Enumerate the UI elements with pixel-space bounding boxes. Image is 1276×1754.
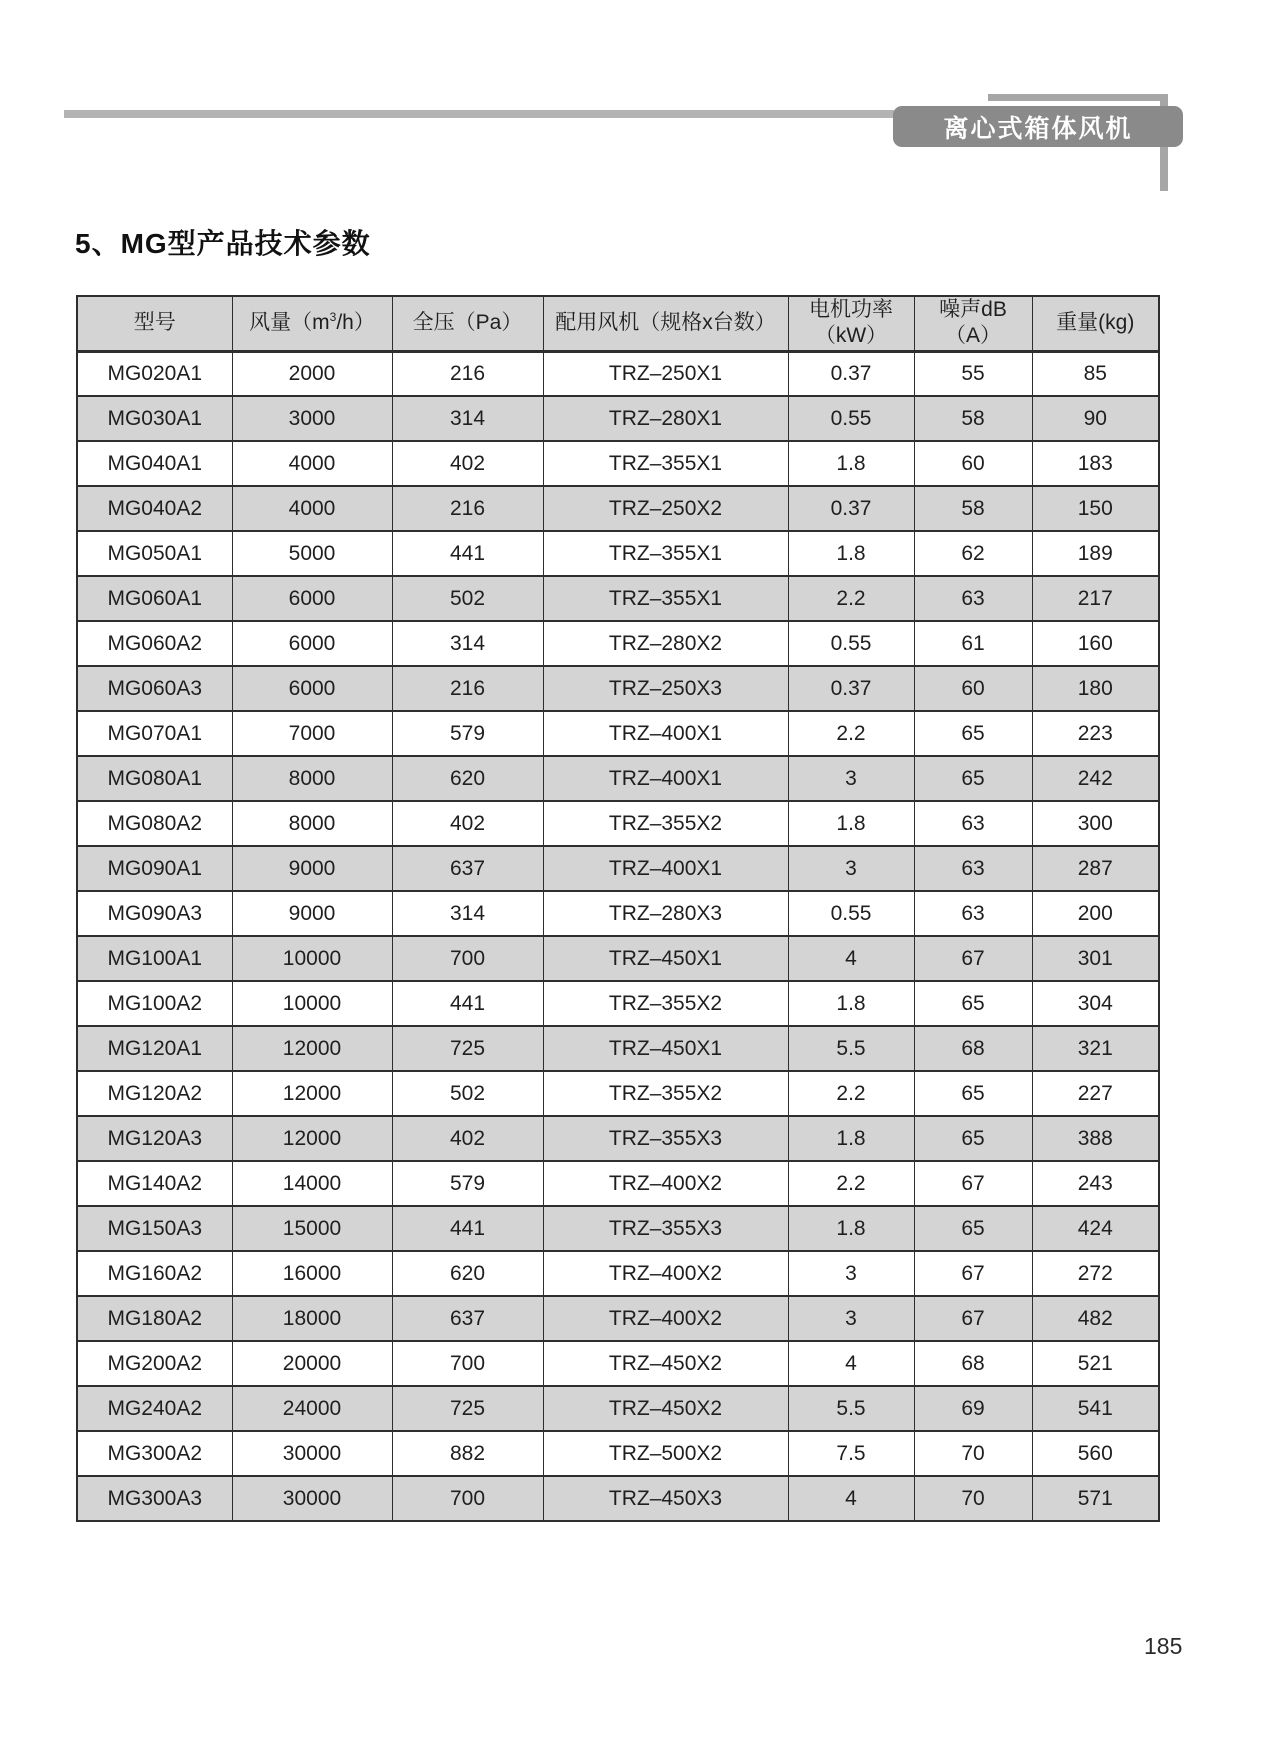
cell-pressure: 725 bbox=[392, 1026, 543, 1071]
cell-power: 3 bbox=[788, 756, 914, 801]
cell-power: 0.55 bbox=[788, 891, 914, 936]
cell-model: MG120A2 bbox=[77, 1071, 232, 1116]
cell-fan: TRZ–355X3 bbox=[543, 1206, 788, 1251]
cell-fan: TRZ–450X1 bbox=[543, 1026, 788, 1071]
cell-airflow: 6000 bbox=[232, 621, 392, 666]
cell-weight: 521 bbox=[1032, 1341, 1159, 1386]
section-badge bbox=[893, 106, 1183, 147]
cell-noise: 67 bbox=[914, 1161, 1032, 1206]
table-row bbox=[77, 486, 1159, 531]
cell-weight: 272 bbox=[1032, 1251, 1159, 1296]
table-row bbox=[77, 1116, 1159, 1161]
page-title: 5、MG型产品技术参数 bbox=[75, 228, 371, 259]
cell-airflow: 7000 bbox=[232, 711, 392, 756]
table-row bbox=[77, 981, 1159, 1026]
cell-pressure: 502 bbox=[392, 1071, 543, 1116]
cell-fan: TRZ–250X3 bbox=[543, 666, 788, 711]
col-header-pressure: 全压（Pa） bbox=[392, 296, 543, 351]
cell-model: MG030A1 bbox=[77, 396, 232, 441]
cell-noise: 63 bbox=[914, 801, 1032, 846]
cell-model: MG120A1 bbox=[77, 1026, 232, 1071]
section-badge-label: 离心式箱体风机 bbox=[943, 114, 1133, 143]
cell-weight: 304 bbox=[1032, 981, 1159, 1026]
cell-fan: TRZ–280X1 bbox=[543, 396, 788, 441]
cell-airflow: 3000 bbox=[232, 396, 392, 441]
cell-noise: 63 bbox=[914, 891, 1032, 936]
cell-noise: 63 bbox=[914, 846, 1032, 891]
spec-table bbox=[76, 295, 1160, 1522]
table-row bbox=[77, 351, 1159, 396]
cell-pressure: 882 bbox=[392, 1431, 543, 1476]
cell-model: MG090A1 bbox=[77, 846, 232, 891]
table-row bbox=[77, 846, 1159, 891]
cell-power: 0.37 bbox=[788, 351, 914, 396]
cell-pressure: 314 bbox=[392, 621, 543, 666]
cell-fan: TRZ–400X2 bbox=[543, 1251, 788, 1296]
cell-pressure: 637 bbox=[392, 846, 543, 891]
cell-weight: 571 bbox=[1032, 1476, 1159, 1521]
cell-airflow: 24000 bbox=[232, 1386, 392, 1431]
cell-noise: 70 bbox=[914, 1476, 1032, 1521]
cell-noise: 58 bbox=[914, 396, 1032, 441]
noise-header-line1: 噪声dB bbox=[939, 298, 1007, 321]
cell-weight: 227 bbox=[1032, 1071, 1159, 1116]
cell-power: 0.55 bbox=[788, 396, 914, 441]
cell-power: 1.8 bbox=[788, 1116, 914, 1161]
table-row bbox=[77, 666, 1159, 711]
cell-fan: TRZ–355X2 bbox=[543, 981, 788, 1026]
col-header-model: 型号 bbox=[77, 296, 232, 351]
cell-weight: 189 bbox=[1032, 531, 1159, 576]
cell-airflow: 14000 bbox=[232, 1161, 392, 1206]
cell-weight: 482 bbox=[1032, 1296, 1159, 1341]
cell-pressure: 620 bbox=[392, 1251, 543, 1296]
cell-model: MG080A2 bbox=[77, 801, 232, 846]
cell-fan: TRZ–250X2 bbox=[543, 486, 788, 531]
cell-airflow: 5000 bbox=[232, 531, 392, 576]
cell-noise: 60 bbox=[914, 666, 1032, 711]
cell-airflow: 4000 bbox=[232, 486, 392, 531]
table-row bbox=[77, 891, 1159, 936]
cell-airflow: 30000 bbox=[232, 1476, 392, 1521]
cell-weight: 560 bbox=[1032, 1431, 1159, 1476]
cell-pressure: 579 bbox=[392, 711, 543, 756]
cell-model: MG090A3 bbox=[77, 891, 232, 936]
cell-fan: TRZ–355X1 bbox=[543, 441, 788, 486]
cell-airflow: 2000 bbox=[232, 351, 392, 396]
airflow-header-suffix: /h） bbox=[336, 311, 375, 335]
cell-weight: 300 bbox=[1032, 801, 1159, 846]
table-row bbox=[77, 801, 1159, 846]
table-row bbox=[77, 936, 1159, 981]
header-rule-line bbox=[64, 110, 894, 118]
cell-airflow: 10000 bbox=[232, 981, 392, 1026]
cell-model: MG050A1 bbox=[77, 531, 232, 576]
cell-fan: TRZ–450X1 bbox=[543, 936, 788, 981]
cell-fan: TRZ–450X3 bbox=[543, 1476, 788, 1521]
cell-pressure: 402 bbox=[392, 1116, 543, 1161]
header-corner-line-horizontal bbox=[988, 94, 1168, 101]
cell-airflow: 18000 bbox=[232, 1296, 392, 1341]
cell-weight: 301 bbox=[1032, 936, 1159, 981]
cell-noise: 67 bbox=[914, 936, 1032, 981]
table-row bbox=[77, 1026, 1159, 1071]
cell-model: MG300A3 bbox=[77, 1476, 232, 1521]
cell-model: MG180A2 bbox=[77, 1296, 232, 1341]
cell-airflow: 12000 bbox=[232, 1116, 392, 1161]
cell-pressure: 216 bbox=[392, 486, 543, 531]
cell-model: MG040A1 bbox=[77, 441, 232, 486]
cell-weight: 150 bbox=[1032, 486, 1159, 531]
cell-noise: 61 bbox=[914, 621, 1032, 666]
col-header-noise bbox=[914, 296, 1032, 351]
table-row bbox=[77, 1341, 1159, 1386]
cell-pressure: 637 bbox=[392, 1296, 543, 1341]
cell-fan: TRZ–355X3 bbox=[543, 1116, 788, 1161]
cell-weight: 243 bbox=[1032, 1161, 1159, 1206]
cell-fan: TRZ–500X2 bbox=[543, 1431, 788, 1476]
cell-weight: 183 bbox=[1032, 441, 1159, 486]
cell-weight: 287 bbox=[1032, 846, 1159, 891]
cell-noise: 70 bbox=[914, 1431, 1032, 1476]
cell-weight: 541 bbox=[1032, 1386, 1159, 1431]
cell-fan: TRZ–355X1 bbox=[543, 531, 788, 576]
cell-fan: TRZ–400X1 bbox=[543, 711, 788, 756]
col-header-weight: 重量(kg) bbox=[1032, 296, 1159, 351]
cell-airflow: 9000 bbox=[232, 891, 392, 936]
cell-fan: TRZ–355X2 bbox=[543, 801, 788, 846]
cell-noise: 60 bbox=[914, 441, 1032, 486]
power-header-line2: （kW） bbox=[814, 324, 888, 348]
cell-weight: 85 bbox=[1032, 351, 1159, 396]
cell-airflow: 6000 bbox=[232, 576, 392, 621]
cell-model: MG020A1 bbox=[77, 351, 232, 396]
cell-power: 5.5 bbox=[788, 1386, 914, 1431]
cell-model: MG300A2 bbox=[77, 1431, 232, 1476]
cell-weight: 424 bbox=[1032, 1206, 1159, 1251]
cell-model: MG060A1 bbox=[77, 576, 232, 621]
cell-power: 1.8 bbox=[788, 531, 914, 576]
cell-pressure: 700 bbox=[392, 1341, 543, 1386]
cell-noise: 65 bbox=[914, 981, 1032, 1026]
table-row bbox=[77, 1161, 1159, 1206]
cell-fan: TRZ–400X2 bbox=[543, 1161, 788, 1206]
cell-weight: 180 bbox=[1032, 666, 1159, 711]
cell-fan: TRZ–400X2 bbox=[543, 1296, 788, 1341]
cell-model: MG100A1 bbox=[77, 936, 232, 981]
table-row bbox=[77, 756, 1159, 801]
cell-airflow: 8000 bbox=[232, 801, 392, 846]
table-row bbox=[77, 1476, 1159, 1521]
noise-header-line2: （A） bbox=[944, 324, 1001, 348]
cell-airflow: 9000 bbox=[232, 846, 392, 891]
cell-power: 1.8 bbox=[788, 441, 914, 486]
cell-airflow: 12000 bbox=[232, 1071, 392, 1116]
cell-pressure: 216 bbox=[392, 666, 543, 711]
table-row bbox=[77, 441, 1159, 486]
cell-weight: 160 bbox=[1032, 621, 1159, 666]
cell-pressure: 579 bbox=[392, 1161, 543, 1206]
cell-noise: 65 bbox=[914, 711, 1032, 756]
col-header-fan: 配用风机（规格x台数） bbox=[543, 296, 788, 351]
cell-pressure: 620 bbox=[392, 756, 543, 801]
cell-noise: 69 bbox=[914, 1386, 1032, 1431]
cell-weight: 200 bbox=[1032, 891, 1159, 936]
cell-pressure: 502 bbox=[392, 576, 543, 621]
cell-pressure: 402 bbox=[392, 441, 543, 486]
cell-model: MG070A1 bbox=[77, 711, 232, 756]
cell-model: MG080A1 bbox=[77, 756, 232, 801]
cell-pressure: 314 bbox=[392, 396, 543, 441]
cell-airflow: 6000 bbox=[232, 666, 392, 711]
cell-pressure: 216 bbox=[392, 351, 543, 396]
cell-power: 1.8 bbox=[788, 1206, 914, 1251]
cell-power: 0.55 bbox=[788, 621, 914, 666]
cell-fan: TRZ–450X2 bbox=[543, 1341, 788, 1386]
table-row bbox=[77, 396, 1159, 441]
cell-power: 2.2 bbox=[788, 1161, 914, 1206]
cell-pressure: 700 bbox=[392, 1476, 543, 1521]
cell-pressure: 441 bbox=[392, 981, 543, 1026]
airflow-header-prefix: 风量（m bbox=[249, 311, 330, 335]
cell-weight: 217 bbox=[1032, 576, 1159, 621]
cell-power: 4 bbox=[788, 936, 914, 981]
cell-fan: TRZ–280X2 bbox=[543, 621, 788, 666]
cell-power: 3 bbox=[788, 846, 914, 891]
cell-power: 2.2 bbox=[788, 576, 914, 621]
cell-weight: 242 bbox=[1032, 756, 1159, 801]
cell-power: 4 bbox=[788, 1341, 914, 1386]
cell-fan: TRZ–450X2 bbox=[543, 1386, 788, 1431]
table-row bbox=[77, 1206, 1159, 1251]
cell-noise: 65 bbox=[914, 756, 1032, 801]
cell-weight: 321 bbox=[1032, 1026, 1159, 1071]
cell-noise: 67 bbox=[914, 1296, 1032, 1341]
col-header-airflow bbox=[232, 296, 392, 351]
cell-model: MG240A2 bbox=[77, 1386, 232, 1431]
airflow-header-superscript: 3 bbox=[329, 310, 337, 325]
table-row bbox=[77, 1251, 1159, 1296]
cell-airflow: 10000 bbox=[232, 936, 392, 981]
cell-power: 5.5 bbox=[788, 1026, 914, 1071]
cell-power: 1.8 bbox=[788, 981, 914, 1026]
cell-model: MG060A2 bbox=[77, 621, 232, 666]
cell-fan: TRZ–355X2 bbox=[543, 1071, 788, 1116]
cell-pressure: 725 bbox=[392, 1386, 543, 1431]
cell-airflow: 16000 bbox=[232, 1251, 392, 1296]
table-row bbox=[77, 1071, 1159, 1116]
cell-noise: 62 bbox=[914, 531, 1032, 576]
cell-power: 0.37 bbox=[788, 666, 914, 711]
power-header-line1: 电机功率 bbox=[809, 298, 893, 321]
cell-airflow: 4000 bbox=[232, 441, 392, 486]
cell-power: 1.8 bbox=[788, 801, 914, 846]
cell-airflow: 15000 bbox=[232, 1206, 392, 1251]
cell-pressure: 314 bbox=[392, 891, 543, 936]
cell-model: MG100A2 bbox=[77, 981, 232, 1026]
table-row bbox=[77, 621, 1159, 666]
cell-power: 4 bbox=[788, 1476, 914, 1521]
cell-fan: TRZ–250X1 bbox=[543, 351, 788, 396]
page-number: 185 bbox=[1144, 1633, 1183, 1659]
cell-airflow: 30000 bbox=[232, 1431, 392, 1476]
cell-model: MG060A3 bbox=[77, 666, 232, 711]
cell-weight: 388 bbox=[1032, 1116, 1159, 1161]
cell-noise: 65 bbox=[914, 1116, 1032, 1161]
cell-airflow: 8000 bbox=[232, 756, 392, 801]
cell-weight: 223 bbox=[1032, 711, 1159, 756]
cell-fan: TRZ–355X1 bbox=[543, 576, 788, 621]
cell-pressure: 402 bbox=[392, 801, 543, 846]
cell-power: 2.2 bbox=[788, 711, 914, 756]
cell-noise: 63 bbox=[914, 576, 1032, 621]
cell-noise: 68 bbox=[914, 1341, 1032, 1386]
cell-noise: 65 bbox=[914, 1206, 1032, 1251]
cell-pressure: 441 bbox=[392, 1206, 543, 1251]
cell-model: MG120A3 bbox=[77, 1116, 232, 1161]
table-row bbox=[77, 576, 1159, 621]
cell-weight: 90 bbox=[1032, 396, 1159, 441]
cell-power: 7.5 bbox=[788, 1431, 914, 1476]
table-row bbox=[77, 1296, 1159, 1341]
table-row bbox=[77, 1386, 1159, 1431]
cell-pressure: 441 bbox=[392, 531, 543, 576]
cell-power: 0.37 bbox=[788, 486, 914, 531]
table-row bbox=[77, 711, 1159, 756]
cell-power: 2.2 bbox=[788, 1071, 914, 1116]
cell-fan: TRZ–400X1 bbox=[543, 846, 788, 891]
cell-model: MG140A2 bbox=[77, 1161, 232, 1206]
cell-noise: 58 bbox=[914, 486, 1032, 531]
table-row bbox=[77, 1431, 1159, 1476]
cell-noise: 68 bbox=[914, 1026, 1032, 1071]
cell-model: MG160A2 bbox=[77, 1251, 232, 1296]
cell-model: MG040A2 bbox=[77, 486, 232, 531]
cell-power: 3 bbox=[788, 1251, 914, 1296]
cell-model: MG200A2 bbox=[77, 1341, 232, 1386]
cell-fan: TRZ–280X3 bbox=[543, 891, 788, 936]
cell-noise: 67 bbox=[914, 1251, 1032, 1296]
cell-noise: 65 bbox=[914, 1071, 1032, 1116]
col-header-power bbox=[788, 296, 914, 351]
table-header-row bbox=[77, 296, 1159, 351]
table-row bbox=[77, 531, 1159, 576]
cell-model: MG150A3 bbox=[77, 1206, 232, 1251]
cell-noise: 55 bbox=[914, 351, 1032, 396]
cell-airflow: 12000 bbox=[232, 1026, 392, 1071]
cell-pressure: 700 bbox=[392, 936, 543, 981]
cell-fan: TRZ–400X1 bbox=[543, 756, 788, 801]
cell-airflow: 20000 bbox=[232, 1341, 392, 1386]
cell-power: 3 bbox=[788, 1296, 914, 1341]
